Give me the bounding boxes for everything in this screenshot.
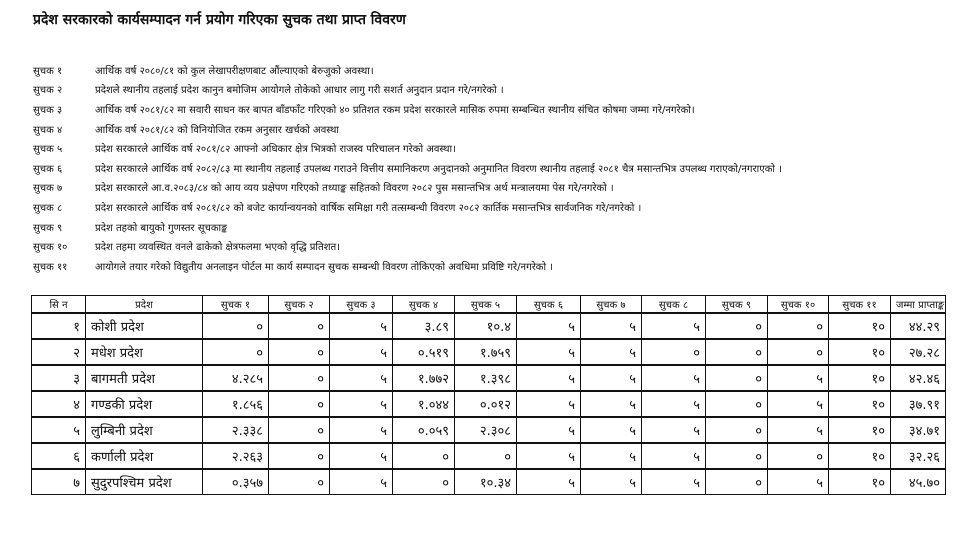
- table-row: [32, 313, 946, 339]
- indicator-score-cell: ०: [269, 417, 330, 443]
- indicator-list: [33, 60, 943, 276]
- indicator-score-cell: ०: [393, 469, 455, 495]
- indicator-score-cell: १०: [829, 365, 891, 391]
- province-name-cell: कोशी प्रदेश: [86, 313, 203, 339]
- indicator-score-cell: १०: [829, 339, 891, 365]
- indicator-score-cell: ५: [642, 443, 706, 469]
- indicator-description: आर्थिक वर्ष २०८१/८२ मा सवारी साधन कर बापत बाँडफाँट गरिएको ४० प्रतिशत रकम प्रदेश सरकारले मासिक रुपमा सम्बन्धित स्थानीय संचित कोषमा जम्मा गरे/नगरेको।: [95, 104, 695, 116]
- indicator-description: प्रदेश सरकारले आर्थिक वर्ष २०८१/८२ को बजेट कार्यान्वयनको वार्षिक समिक्षा गरी तत्सम्बन्धी विवरण २०८२ कार्तिक मसान्तभित्र सार्वजनिक गरे/नगरेको ।: [95, 202, 642, 214]
- serial-number-cell: ३: [32, 365, 86, 391]
- indicator-code: सुचक ७: [33, 183, 63, 195]
- serial-number-cell: २: [32, 339, 86, 365]
- table-row: [32, 391, 946, 417]
- indicator-score-cell: ५: [330, 339, 393, 365]
- indicator-score-cell: ५: [642, 391, 706, 417]
- indicator-score-cell: ०: [203, 313, 269, 339]
- indicator-score-cell: ५: [581, 365, 642, 391]
- indicator-item: [33, 158, 943, 178]
- page-title: प्रदेश सरकारको कार्यसम्पादन गर्न प्रयोग गरिएका सुचक तथा प्राप्त विवरण: [33, 12, 406, 28]
- table-header-row: [32, 296, 946, 314]
- indicator-item: [33, 99, 943, 119]
- indicator-score-cell: १०.३४: [455, 469, 517, 495]
- indicator-score-cell: ५: [330, 443, 393, 469]
- province-name-cell: गण्डकी प्रदेश: [86, 391, 203, 417]
- indicator-item: [33, 80, 943, 100]
- indicator-score-cell: ०: [706, 339, 768, 365]
- indicator-score-cell: ५: [768, 391, 829, 417]
- indicator-score-cell: १०: [829, 443, 891, 469]
- indicator-score-cell: ५: [581, 469, 642, 495]
- indicator-code: सुचक ५: [33, 144, 63, 156]
- indicator-description: आर्थिक वर्ष २०८०/८१ को कुल लेखापरीक्षणबाट औंल्याएको बेरुजुको अवस्था।: [95, 65, 374, 77]
- total-score-cell: ३७.९१: [891, 391, 946, 417]
- indicator-score-cell: ५: [642, 313, 706, 339]
- province-name-cell: कर्णाली प्रदेश: [86, 443, 203, 469]
- indicator-score-cell: २.२६३: [203, 443, 269, 469]
- indicator-score-cell: ५: [517, 365, 581, 391]
- indicator-item: [33, 60, 943, 80]
- total-score-cell: ४४.२९: [891, 313, 946, 339]
- indicator-description: आर्थिक वर्ष २०८१/८२ को विनियोजित रकम अनुसार खर्चको अवस्था: [95, 124, 339, 136]
- indicator-item: [33, 197, 943, 217]
- indicator-item: [33, 217, 943, 237]
- column-header: सुचक ४: [393, 296, 455, 314]
- column-header: सुचक ९: [706, 296, 768, 314]
- indicator-score-cell: ०: [269, 469, 330, 495]
- indicator-score-cell: ५: [642, 469, 706, 495]
- indicator-score-cell: ५: [768, 365, 829, 391]
- column-header: सुचक १०: [768, 296, 829, 314]
- serial-number-cell: १: [32, 313, 86, 339]
- table-row: [32, 417, 946, 443]
- indicator-score-cell: ०.०५९: [393, 417, 455, 443]
- total-score-cell: ४५.७०: [891, 469, 946, 495]
- column-header: सुचक ११: [829, 296, 891, 314]
- serial-number-cell: ४: [32, 391, 86, 417]
- indicator-score-cell: २.३०८: [455, 417, 517, 443]
- indicator-description: प्रदेश तहमा व्यवस्थित वनले ढाकेको क्षेत्रफलमा भएको वृद्धि प्रतिशत।: [95, 242, 341, 254]
- column-header: सि न: [32, 296, 86, 314]
- table-row: [32, 443, 946, 469]
- indicator-score-cell: ५: [581, 391, 642, 417]
- indicator-description: प्रदेश सरकारले आर्थिक वर्ष २०८२/८३ मा स्थानीय तहलाई उपलब्ध गराउने वित्तीय समानिकरण अनुदानको अनुमानित विवरण स्थानीय तहलाई २०८१ चैत्र मसान्तभित्र उपलब्ध गराएको/नगराएको ।: [95, 163, 782, 175]
- indicator-code: सुचक ४: [33, 124, 63, 136]
- indicator-score-cell: ५: [768, 417, 829, 443]
- column-header: सुचक ६: [517, 296, 581, 314]
- indicator-score-cell: ०: [706, 469, 768, 495]
- indicator-score-cell: ०: [269, 365, 330, 391]
- indicator-score-cell: ०: [768, 443, 829, 469]
- total-score-cell: ४२.४६: [891, 365, 946, 391]
- indicator-score-cell: ४.२८५: [203, 365, 269, 391]
- indicator-code: सुचक ३: [33, 104, 63, 116]
- indicator-score-cell: ५: [642, 417, 706, 443]
- indicator-score-cell: ५: [517, 391, 581, 417]
- indicator-score-cell: १०: [829, 417, 891, 443]
- indicator-code: सुचक ८: [33, 202, 63, 214]
- indicator-score-cell: ५: [768, 469, 829, 495]
- indicator-score-cell: ५: [330, 365, 393, 391]
- column-header: सुचक ८: [642, 296, 706, 314]
- province-name-cell: सुदुरपश्चिम प्रदेश: [86, 469, 203, 495]
- indicator-score-cell: ५: [642, 365, 706, 391]
- province-name-cell: लुम्बिनी प्रदेश: [86, 417, 203, 443]
- indicator-code: सुचक २: [33, 85, 63, 97]
- indicator-score-cell: १.३९८: [455, 365, 517, 391]
- indicator-description: प्रदेश सरकारले आ.व.२०८३/८४ को आय व्यय प्रक्षेपण गरिएको तथ्याङ्क सहितको विवरण २०८२ पुस मसान्तभित्र अर्थ मन्त्रालयमा पेस गरे/नगरेको ।: [95, 183, 614, 195]
- indicator-score-cell: ०.३५७: [203, 469, 269, 495]
- indicator-item: [33, 236, 943, 256]
- indicator-item: [33, 138, 943, 158]
- indicator-score-cell: ०: [203, 339, 269, 365]
- indicator-item: [33, 178, 943, 198]
- indicator-score-cell: ०: [706, 443, 768, 469]
- indicator-score-cell: २.३३८: [203, 417, 269, 443]
- indicator-score-cell: ५: [330, 313, 393, 339]
- indicator-description: आयोगले तयार गरेको विद्युतीय अनलाइन पोर्टल मा कार्य सम्पादन सुचक सम्बन्धी विवरण तोकिएको अवधिमा प्रविष्टि गरे/नगरेको ।: [95, 261, 554, 273]
- indicator-score-cell: ०: [269, 339, 330, 365]
- table-row: [32, 339, 946, 365]
- results-table: [31, 295, 946, 495]
- column-header: सुचक २: [269, 296, 330, 314]
- indicator-code: सुचक ११: [33, 261, 68, 273]
- indicator-score-cell: १.७७२: [393, 365, 455, 391]
- indicator-score-cell: १.७५९: [455, 339, 517, 365]
- indicator-score-cell: ०: [269, 391, 330, 417]
- indicator-score-cell: ५: [581, 313, 642, 339]
- table-row: [32, 365, 946, 391]
- total-score-cell: २७.२८: [891, 339, 946, 365]
- column-header: सुचक ७: [581, 296, 642, 314]
- total-score-cell: ३४.७१: [891, 417, 946, 443]
- indicator-score-cell: १.८५६: [203, 391, 269, 417]
- indicator-score-cell: ५: [330, 469, 393, 495]
- indicator-score-cell: १०: [829, 391, 891, 417]
- indicator-score-cell: ०: [393, 443, 455, 469]
- indicator-score-cell: ५: [581, 443, 642, 469]
- column-header: सुचक ५: [455, 296, 517, 314]
- province-name-cell: मधेश प्रदेश: [86, 339, 203, 365]
- indicator-score-cell: ५: [330, 417, 393, 443]
- indicator-score-cell: ०.५१९: [393, 339, 455, 365]
- indicator-code: सुचक ९: [33, 222, 63, 234]
- indicator-description: प्रदेश सरकारले आर्थिक वर्ष २०८१/८२ आफ्नो अधिकार क्षेत्र भित्रको राजस्व परिचालन गरेको अवस्था।: [95, 144, 456, 156]
- indicator-score-cell: ५: [581, 339, 642, 365]
- indicator-score-cell: ०: [455, 443, 517, 469]
- serial-number-cell: ७: [32, 469, 86, 495]
- indicator-score-cell: ०: [768, 339, 829, 365]
- indicator-score-cell: ०.०१२: [455, 391, 517, 417]
- province-name-cell: बागमती प्रदेश: [86, 365, 203, 391]
- column-header: प्रदेश: [86, 296, 203, 314]
- indicator-score-cell: ५: [517, 313, 581, 339]
- indicator-score-cell: ५: [517, 417, 581, 443]
- column-header: सुचक १: [203, 296, 269, 314]
- indicator-code: सुचक १: [33, 65, 63, 77]
- indicator-score-cell: ०: [706, 313, 768, 339]
- indicator-description: प्रदेशले स्थानीय तहलाई प्रदेश कानुन बमोजिम आयोगले तोकेको आधार लागु गरी सशर्त अनुदान प्रदान गरे/नगरेको ।: [95, 85, 504, 97]
- indicator-item: [33, 119, 943, 139]
- column-header: जम्मा प्राप्ताङ्क: [891, 296, 946, 314]
- indicator-score-cell: ५: [581, 417, 642, 443]
- indicator-score-cell: १.०४४: [393, 391, 455, 417]
- indicator-score-cell: ५: [517, 469, 581, 495]
- indicator-score-cell: ०: [269, 313, 330, 339]
- indicator-score-cell: ०: [706, 365, 768, 391]
- indicator-score-cell: ५: [517, 339, 581, 365]
- column-header: सुचक ३: [330, 296, 393, 314]
- indicator-code: सुचक ६: [33, 163, 63, 175]
- indicator-score-cell: ०: [269, 443, 330, 469]
- indicator-item: [33, 256, 943, 276]
- serial-number-cell: ५: [32, 417, 86, 443]
- indicator-score-cell: ०: [706, 391, 768, 417]
- indicator-score-cell: ३.८९: [393, 313, 455, 339]
- indicator-score-cell: ०: [642, 339, 706, 365]
- serial-number-cell: ६: [32, 443, 86, 469]
- indicator-description: प्रदेश तहको बायुको गुणस्तर सूचकाङ्क: [95, 222, 228, 234]
- indicator-score-cell: ०: [706, 417, 768, 443]
- indicator-score-cell: ५: [330, 391, 393, 417]
- indicator-score-cell: १०: [829, 313, 891, 339]
- indicator-score-cell: ५: [517, 443, 581, 469]
- indicator-score-cell: ०: [768, 313, 829, 339]
- indicator-code: सुचक १०: [33, 242, 68, 254]
- table-row: [32, 469, 946, 495]
- total-score-cell: ३२.२६: [891, 443, 946, 469]
- indicator-score-cell: १०.४: [455, 313, 517, 339]
- indicator-score-cell: १०: [829, 469, 891, 495]
